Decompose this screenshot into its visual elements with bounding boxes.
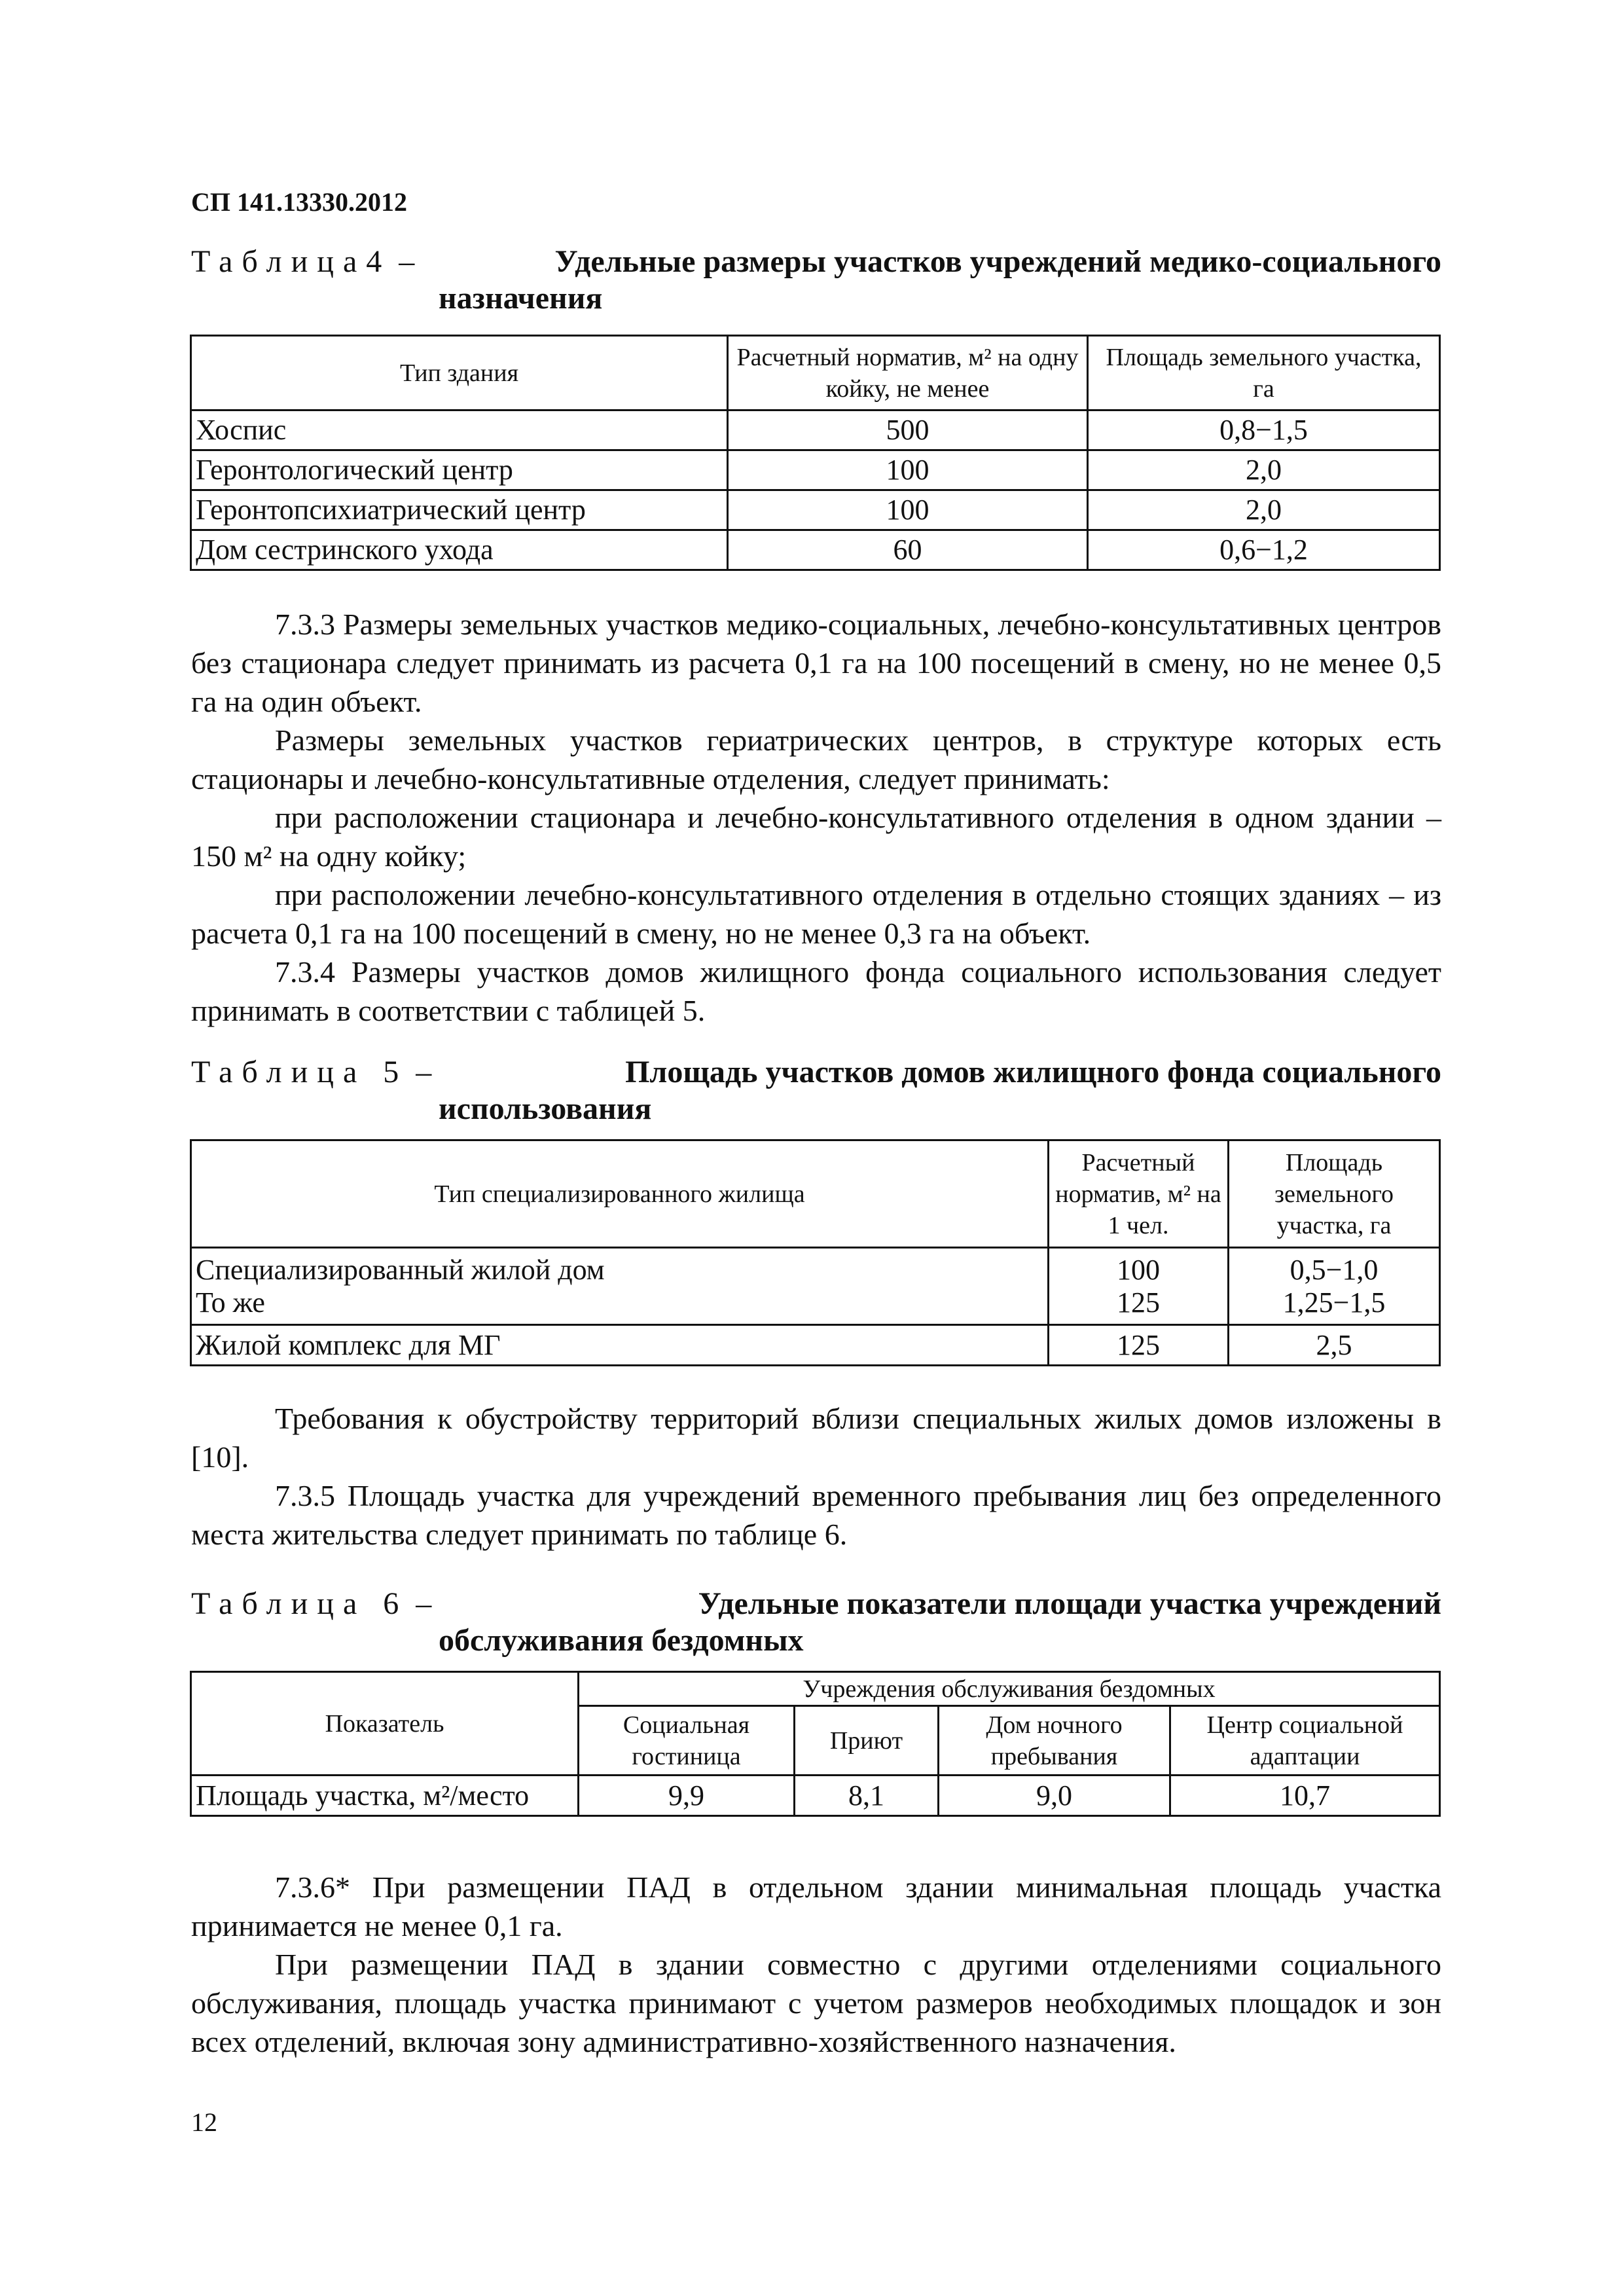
table4-cell-area: 2,0 — [1088, 490, 1440, 530]
table6-cell-value: 9,9 — [579, 1776, 795, 1816]
table5-cell-area — [1229, 1248, 1440, 1325]
table6-subheader: Дом ночного пребывания — [939, 1706, 1170, 1776]
page-number: 12 — [191, 2107, 217, 2137]
table4-title-line2: назначения — [439, 281, 603, 316]
table6-title-line1: Удельные показатели площади участка учреждений — [698, 1586, 1441, 1621]
table5-header-area: Площадь земельного участка, га — [1229, 1140, 1440, 1248]
paragraph: при расположении лечебно-консультативного отделения в отдельно стоящих зданиях – из расчета 0,1 га на 100 посещений в смену, но не менее 0,3 га на объект. — [191, 878, 1441, 950]
table4-cell-type: Геронтологический центр — [191, 450, 728, 490]
paragraph: 7.3.5 Площадь участка для учреждений временного пребывания лиц без определенного места жительства следует принимать по таблице 6. — [191, 1479, 1441, 1551]
table5-cell-norm — [1049, 1248, 1229, 1325]
cell-line: 100 — [1117, 1253, 1160, 1286]
table-row — [191, 450, 1440, 490]
table4-label: Таблица4 — [191, 244, 391, 279]
table-row — [191, 1248, 1440, 1325]
table5-cell-type — [191, 1248, 1049, 1325]
paragraph: 7.3.6* При размещении ПАД в отдельном здании минимальная площадь участка принимается не менее 0,1 га. — [191, 1870, 1441, 1942]
table5-cell-area: 2,5 — [1229, 1325, 1440, 1366]
table-row — [191, 530, 1440, 570]
table6 — [190, 1671, 1441, 1817]
table4-caption: Таблица4 – Удельные размеры участков учреждений медико-социального назначения — [191, 244, 1441, 316]
table4-cell-type: Хоспис — [191, 410, 728, 450]
table4-header-norm: Расчетный норматив, м² на одну койку, не менее — [728, 336, 1088, 410]
table6-header-group: Учреждения обслуживания бездомных — [579, 1672, 1440, 1706]
table6-cell-value: 10,7 — [1170, 1776, 1440, 1816]
table5-header-norm: Расчетный норматив, м² на 1 чел. — [1049, 1140, 1229, 1248]
section-7-3-5 — [191, 1399, 1441, 1554]
cell-line: 125 — [1117, 1286, 1160, 1319]
table5-cell-type: Жилой комплекс для МГ — [191, 1325, 1049, 1366]
table4-cell-area: 2,0 — [1088, 450, 1440, 490]
cell-line: То же — [196, 1286, 265, 1319]
paragraph: Размеры земельных участков гериатрических центров, в структуре которых есть стационары и лечебно-консультативные отделения, следует принимать: — [191, 723, 1441, 795]
table6-subheader: Социальная гостиница — [579, 1706, 795, 1776]
paragraph: при расположении стационара и лечебно-консультативного отделения в одном здании – 150 м² на одну койку; — [191, 801, 1441, 873]
table4-title-line1: Удельные размеры участков учреждений медико-социального — [554, 244, 1441, 279]
table6-caption: Таблица 6 – Удельные показатели площади участка учреждений обслуживания бездомных — [191, 1586, 1441, 1658]
table4-cell-norm: 100 — [728, 490, 1088, 530]
table4 — [190, 335, 1441, 571]
table4-cell-area: 0,6−1,2 — [1088, 530, 1440, 570]
table4-cell-norm: 500 — [728, 410, 1088, 450]
table5-title-line1: Площадь участков домов жилищного фонда социального — [625, 1055, 1441, 1089]
document-code: СП 141.13330.2012 — [191, 187, 407, 217]
table4-cell-type: Геронтопсихиатрический центр — [191, 490, 728, 530]
table4-header-area: Площадь земельного участка, га — [1088, 336, 1440, 410]
table6-label: Таблица 6 — [191, 1586, 408, 1621]
paragraph: При размещении ПАД в здании совместно с другими отделениями социального обслуживания, площадь участка принимают с учетом размеров необходимых площадок и зон всех отделений, включая зону административно-хозяйственного назначения. — [191, 1948, 1441, 2058]
table4-header-type: Тип здания — [191, 336, 728, 410]
table-row — [191, 1325, 1440, 1366]
table4-cell-type: Дом сестринского ухода — [191, 530, 728, 570]
table4-cell-norm: 100 — [728, 450, 1088, 490]
table6-header-indicator: Показатель — [191, 1672, 579, 1776]
table5-header-type: Тип специализированного жилища — [191, 1140, 1049, 1248]
table5-title-line2: использования — [439, 1091, 652, 1126]
table5-caption: Таблица 5 – Площадь участков домов жилищного фонда социального использования — [191, 1055, 1441, 1126]
paragraph: 7.3.3 Размеры земельных участков медико-социальных, лечебно-консультативных центров без стационара следует принимать из расчета 0,1 га на 100 посещений в смену, но не менее 0,5 га на один объект. — [191, 608, 1441, 718]
cell-line: Специализированный жилой дом — [196, 1253, 605, 1286]
cell-line: 1,25−1,5 — [1282, 1286, 1386, 1319]
paragraph: 7.3.4 Размеры участков домов жилищного фонда социального использования следует принимать в соответствии с таблицей 5. — [191, 955, 1441, 1027]
table4-cell-area: 0,8−1,5 — [1088, 410, 1440, 450]
table-row — [191, 490, 1440, 530]
section-7-3-3 — [191, 605, 1441, 1030]
cell-line: 0,5−1,0 — [1290, 1253, 1379, 1286]
section-7-3-6 — [191, 1868, 1441, 2061]
table5-cell-norm: 125 — [1049, 1325, 1229, 1366]
table6-cell-value: 8,1 — [795, 1776, 939, 1816]
table6-row-label: Площадь участка, м²/место — [191, 1776, 579, 1816]
table6-cell-value: 9,0 — [939, 1776, 1170, 1816]
paragraph: Требования к обустройству территорий вблизи специальных жилых домов изложены в [10]. — [191, 1402, 1441, 1474]
table5-label: Таблица 5 — [191, 1055, 408, 1089]
table6-title-line2: обслуживания бездомных — [439, 1623, 804, 1658]
table4-cell-norm: 60 — [728, 530, 1088, 570]
table6-subheader: Центр социальной адаптации — [1170, 1706, 1440, 1776]
table-row — [191, 410, 1440, 450]
table5 — [190, 1139, 1441, 1366]
table-row — [191, 1776, 1440, 1816]
table6-subheader: Приют — [795, 1706, 939, 1776]
